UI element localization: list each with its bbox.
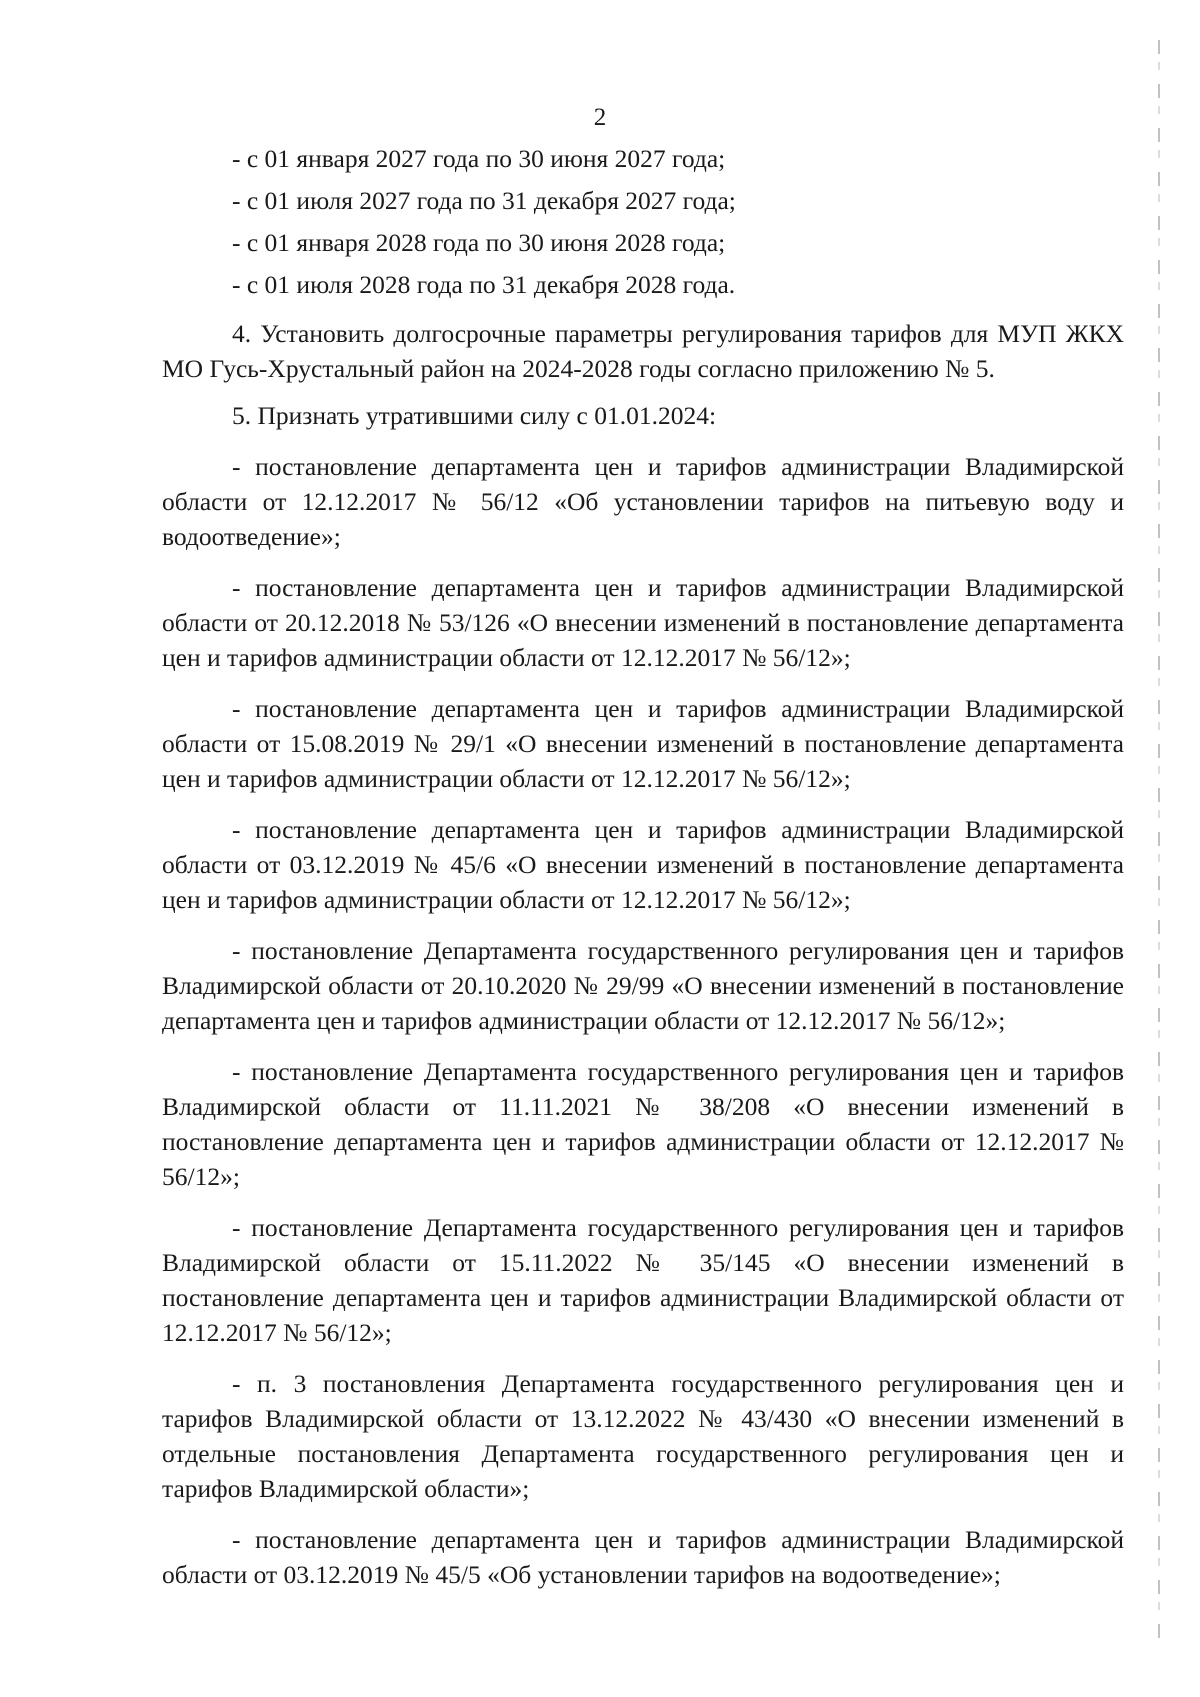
repealed-act-item: - постановление Департамента государственного регулирования цен и тарифов Владимирской области от 15.11.2022 № 35/145 «О внесении изменений в постановление департамента цен и тарифов администрации Владимирской области от 12.12.2017 № 56/12»;	[162, 1213, 1124, 1347]
repealed-act-item: - п. 3 постановления Департамента государственного регулирования цен и тарифов Владимирской области от 13.12.2022 № 43/430 «О внесении изменений в отдельные постановления Департамента государственного регулирования цен и тарифов Владимирской области»;	[162, 1369, 1124, 1503]
repealed-act-item: - постановление департамента цен и тарифов администрации Владимирской области от 03.12.2019 № 45/6 «О внесении изменений в постановление департамента цен и тарифов администрации области от 12.12.2017 № 56/12»;	[162, 815, 1124, 914]
document-body	[162, 140, 1124, 1592]
repealed-act-item: - постановление департамента цен и тарифов администрации Владимирской области от 12.12.2017 № 56/12 «Об установлении тарифов на питьевую воду и водоотведение»;	[162, 452, 1124, 551]
repealed-act-item: - постановление Департамента государственного регулирования цен и тарифов Владимирской области от 20.10.2020 № 29/99 «О внесении изменений в постановление департамента цен и тарифов администрации области от 12.12.2017 № 56/12»;	[162, 936, 1124, 1035]
repealed-act-item: - постановление департамента цен и тарифов администрации Владимирской области от 03.12.2019 № 45/5 «Об установлении тарифов на водоотведение»;	[162, 1525, 1124, 1589]
period-line: - с 01 января 2028 года по 30 июня 2028 года;	[232, 228, 726, 257]
period-line: - с 01 июля 2027 года по 31 декабря 2027 года;	[232, 186, 736, 215]
repealed-act-item: - постановление Департамента государственного регулирования цен и тарифов Владимирской области от 11.11.2021 № 38/208 «О внесении изменений в постановление департамента цен и тарифов администрации области от 12.12.2017 № 56/12»;	[162, 1057, 1124, 1191]
paragraph-item-4: 4. Установить долгосрочные параметры регулирования тарифов для МУП ЖКХ МО Гусь-Хрустальный район на 2024-2028 годы согласно приложению № 5.	[162, 319, 1124, 383]
scan-edge-artifact	[1158, 40, 1160, 1640]
page-number: 2	[593, 104, 607, 131]
paragraph-item-5: 5. Признать утратившими силу с 01.01.2024:	[232, 401, 717, 430]
repealed-act-item: - постановление департамента цен и тарифов администрации Владимирской области от 15.08.2019 № 29/1 «О внесении изменений в постановление департамента цен и тарифов администрации области от 12.12.2017 № 56/12»;	[162, 694, 1124, 793]
period-line: - с 01 января 2027 года по 30 июня 2027 года;	[232, 144, 726, 173]
period-line: - с 01 июля 2028 года по 31 декабря 2028 года.	[232, 270, 736, 299]
repealed-act-item: - постановление департамента цен и тарифов администрации Владимирской области от 20.12.2018 № 53/126 «О внесении изменений в постановление департамента цен и тарифов администрации области от 12.12.2017 № 56/12»;	[162, 573, 1124, 672]
